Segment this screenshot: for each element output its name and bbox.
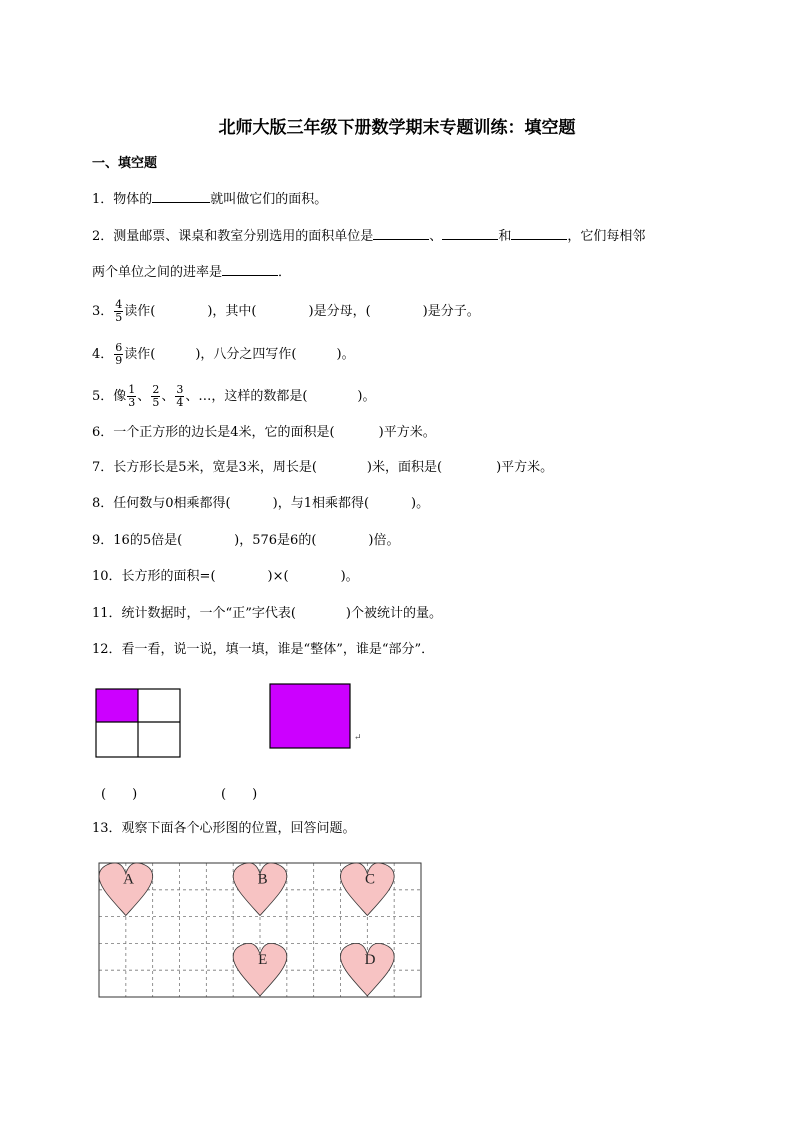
- question-number: 3．: [92, 304, 114, 319]
- question-13: 13．观察下面各个心形图的位置，回答问题。: [92, 821, 356, 836]
- answer-blank[interactable]: [152, 189, 210, 203]
- fraction: $\frac{4}{5}$: [115, 298, 123, 324]
- heart-label: D: [364, 951, 376, 968]
- question-number: 7．: [92, 460, 114, 475]
- shaded-part: [96, 689, 138, 722]
- question-11: 11．统计数据时，一个“正”字代表( )个被统计的量。: [92, 606, 442, 621]
- question-number: 8．: [92, 496, 114, 511]
- return-mark: ↵: [354, 733, 362, 743]
- question-number: 4．: [92, 347, 114, 362]
- page-title: 北师大版三年级下册数学期末专题训练：填空题: [218, 118, 576, 138]
- answer-blank[interactable]: [442, 226, 498, 240]
- question-number: 13．: [92, 821, 122, 836]
- heart-a: [99, 863, 153, 916]
- heart-label: E: [258, 951, 268, 968]
- heart-b: [233, 863, 287, 916]
- question-8: 8．任何数与0相乘都得( )，与1相乘都得( )。: [92, 496, 430, 511]
- heart-position-grid: [98, 862, 424, 1000]
- question-number: 6．: [92, 425, 114, 440]
- question-1: 1．物体的 就叫做它们的面积。: [92, 189, 327, 209]
- answer-blank[interactable]: [373, 226, 429, 240]
- fraction: $\frac{6}{9}$: [115, 341, 123, 367]
- question-2: 2．测量邮票、课桌和教室分别选用的面积单位是 、 和 ，它们每相邻: [92, 226, 645, 246]
- heart-d: [341, 943, 395, 996]
- question-number: 10．: [92, 569, 122, 584]
- question-12: 12．看一看，说一说，填一填，谁是“整体”，谁是“部分”．: [92, 642, 435, 657]
- question-number: 9．: [92, 533, 114, 548]
- heart-label: A: [123, 871, 134, 888]
- fraction: $\frac{3}{4}$: [176, 383, 184, 409]
- heart-e: [233, 943, 287, 996]
- question-4: 4． $\frac{6}{9}$ 读作( )，八分之四写作( )。: [92, 341, 355, 367]
- question-number: 12．: [92, 642, 122, 657]
- answer-blank[interactable]: [222, 262, 278, 276]
- whole-square-figure: [269, 683, 353, 751]
- answer-paren-left[interactable]: ( ): [101, 787, 138, 802]
- question-2-continued: 两个单位之间的进率是 ．: [92, 262, 291, 282]
- question-number: 5．: [92, 389, 114, 404]
- answer-paren-right[interactable]: ( ): [221, 787, 258, 802]
- question-number: 11．: [92, 606, 122, 621]
- question-9: 9．16的5倍是( )，576是6的( )倍。: [92, 533, 400, 548]
- question-number: 2．: [92, 229, 114, 244]
- question-6: 6．一个正方形的边长是4米，它的面积是( )平方米。: [92, 425, 436, 440]
- answer-blank[interactable]: [511, 226, 567, 240]
- heart-label: B: [257, 871, 268, 888]
- question-5: 5．像 $\frac{1}{3}$ 、 $\frac{2}{5}$ 、 $\frac{3}{4}$ 、…，这样的数都是( )。: [92, 383, 376, 409]
- question-10: 10．长方形的面积=( )×( )。: [92, 569, 359, 584]
- section-heading: 一、填空题: [92, 156, 158, 171]
- question-7: 7．长方形长是5米，宽是3米，周长是( )米，面积是( )平方米。: [92, 460, 554, 475]
- question-3: 3． $\frac{4}{5}$ 读作( )，其中( )是分母，( )是分子。: [92, 298, 480, 324]
- fraction: $\frac{1}{3}$: [128, 383, 136, 409]
- fraction: $\frac{2}{5}$: [152, 383, 160, 409]
- part-whole-grid-figure: [95, 688, 183, 760]
- question-number: 1．: [92, 192, 114, 207]
- heart-c: [341, 863, 395, 916]
- heart-label: C: [365, 871, 376, 888]
